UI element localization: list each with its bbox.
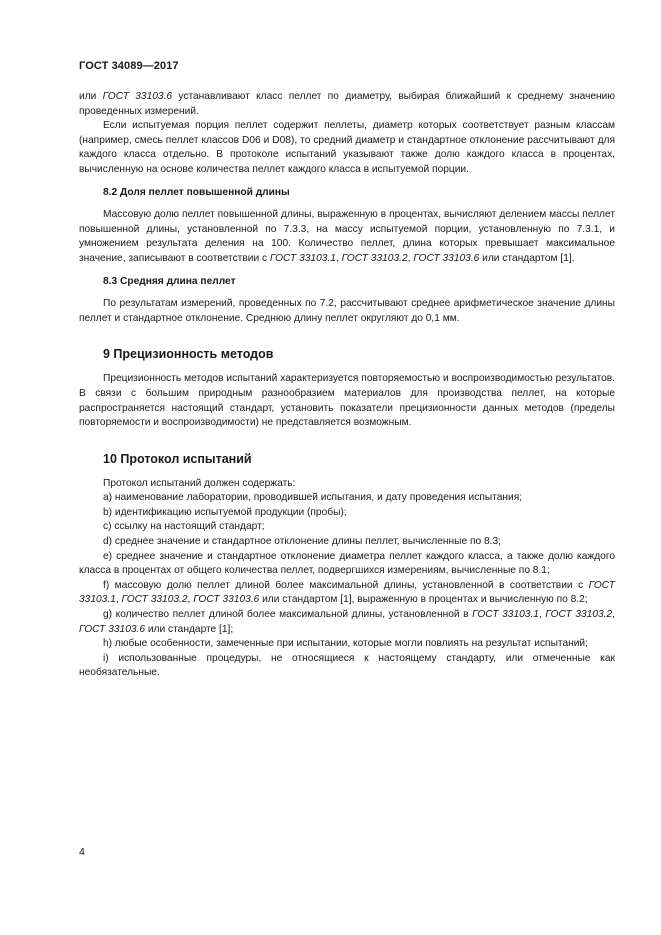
list-item-g: g) количество пеллет длиной более максимальной длины, установленной в ГОСТ 33103.1, ГОСТ 33103.2, ГОСТ 33103.6 или стандарте [1]; xyxy=(79,609,615,635)
section-9-heading: 9 Прецизионность методов xyxy=(103,347,274,362)
list-item-b: b) идентификацию испытуемой продукции (пробы); xyxy=(103,506,347,518)
list-item-d: d) среднее значение и стандартное отклонение длины пеллет, вычисленные по 8.3; xyxy=(103,536,501,548)
classes-paragraph: Если испытуемая порция пеллет содержит пеллеты, диаметр которых соответствует разным классам (например, смесь пеллет классов D06 и D08), то средний диаметр и стандартное отклонение рассчитывают для каждого класса отдельно. В протоколе испытаний указывают также долю каждого класса в процентах, вычисленную на основе количества пеллет каждого класса в испытуемой порции. xyxy=(79,120,615,175)
section-8-3-body: По результатам измерений, проведенных по 7.2, рассчитывают среднее арифметическое значение длины пеллет и стандартное отклонение. Среднюю длину пеллет округляют до 0,1 мм. xyxy=(79,298,615,324)
list-item-i: i) использованные процедуры, не относящиеся к настоящему стандарту, или отмеченные как необязательные. xyxy=(79,652,615,679)
continuation-paragraph: или ГОСТ 33103.6 устанавливают класс пеллет по диаметру, выбирая ближайший к среднему значению проведенных измерений. xyxy=(79,91,615,117)
list-item-e: e) среднее значение и стандартное отклонение диаметра пеллет каждого класса, а также долю каждого класса в процентах от общего количества пеллет, подвергшихся измерениям, вычисленные по 8.1; xyxy=(79,550,615,577)
section-10-heading: 10 Протокол испытаний xyxy=(103,451,252,466)
document-header: ГОСТ 34089—2017 xyxy=(79,60,179,72)
list-item-h: h) любые особенности, замеченные при испытании, которые могли повлиять на результат испытаний; xyxy=(103,638,588,650)
section-10-intro: Протокол испытаний должен содержать: xyxy=(103,477,296,489)
section-8-3-heading: 8.3 Средняя длина пеллет xyxy=(103,275,236,287)
section-8-2-heading: 8.2 Доля пеллет повышенной длины xyxy=(103,186,290,198)
page-number: 4 xyxy=(79,846,85,858)
document-body xyxy=(79,90,615,681)
section-8-2-body: Массовую долю пеллет повышенной длины, выраженную в процентах, вычисляют делением массы пеллет повышенной длины, установленной по 7.3.3, на массу испытуемой порции, установленную по 7.3.1, и умножением результата деления на 100. Количество пеллет, длина которых превышает максимальное значение, записывают в соответствии с ГОСТ 33103.1, ГОСТ 33103.2, ГОСТ 33103.6 или стандартом [1]. xyxy=(79,209,615,264)
list-item-f: f) массовую долю пеллет длиной более максимальной длины, установленной в соответствии с ГОСТ 33103.1, ГОСТ 33103.2, ГОСТ 33103.6 или стандартом [1], выраженную в процентах и вычисленную по 8.2; xyxy=(79,579,615,606)
section-9-body: Прецизионность методов испытаний характеризуется повторяемостью и воспроизводимостью результатов. В связи с большим природным разнообразием материалов для производства пеллет, на которые распространяется настоящий стандарт, установить показатели прецизионности данных методов (пределы повторяемости и воспроизводимости) не представляется возможным. xyxy=(79,373,615,429)
list-item-c: c) ссылку на настоящий стандарт; xyxy=(103,521,265,533)
list-item-a: a) наименование лаборатории, проводившей испытания, и дату проведения испытания; xyxy=(103,492,523,504)
